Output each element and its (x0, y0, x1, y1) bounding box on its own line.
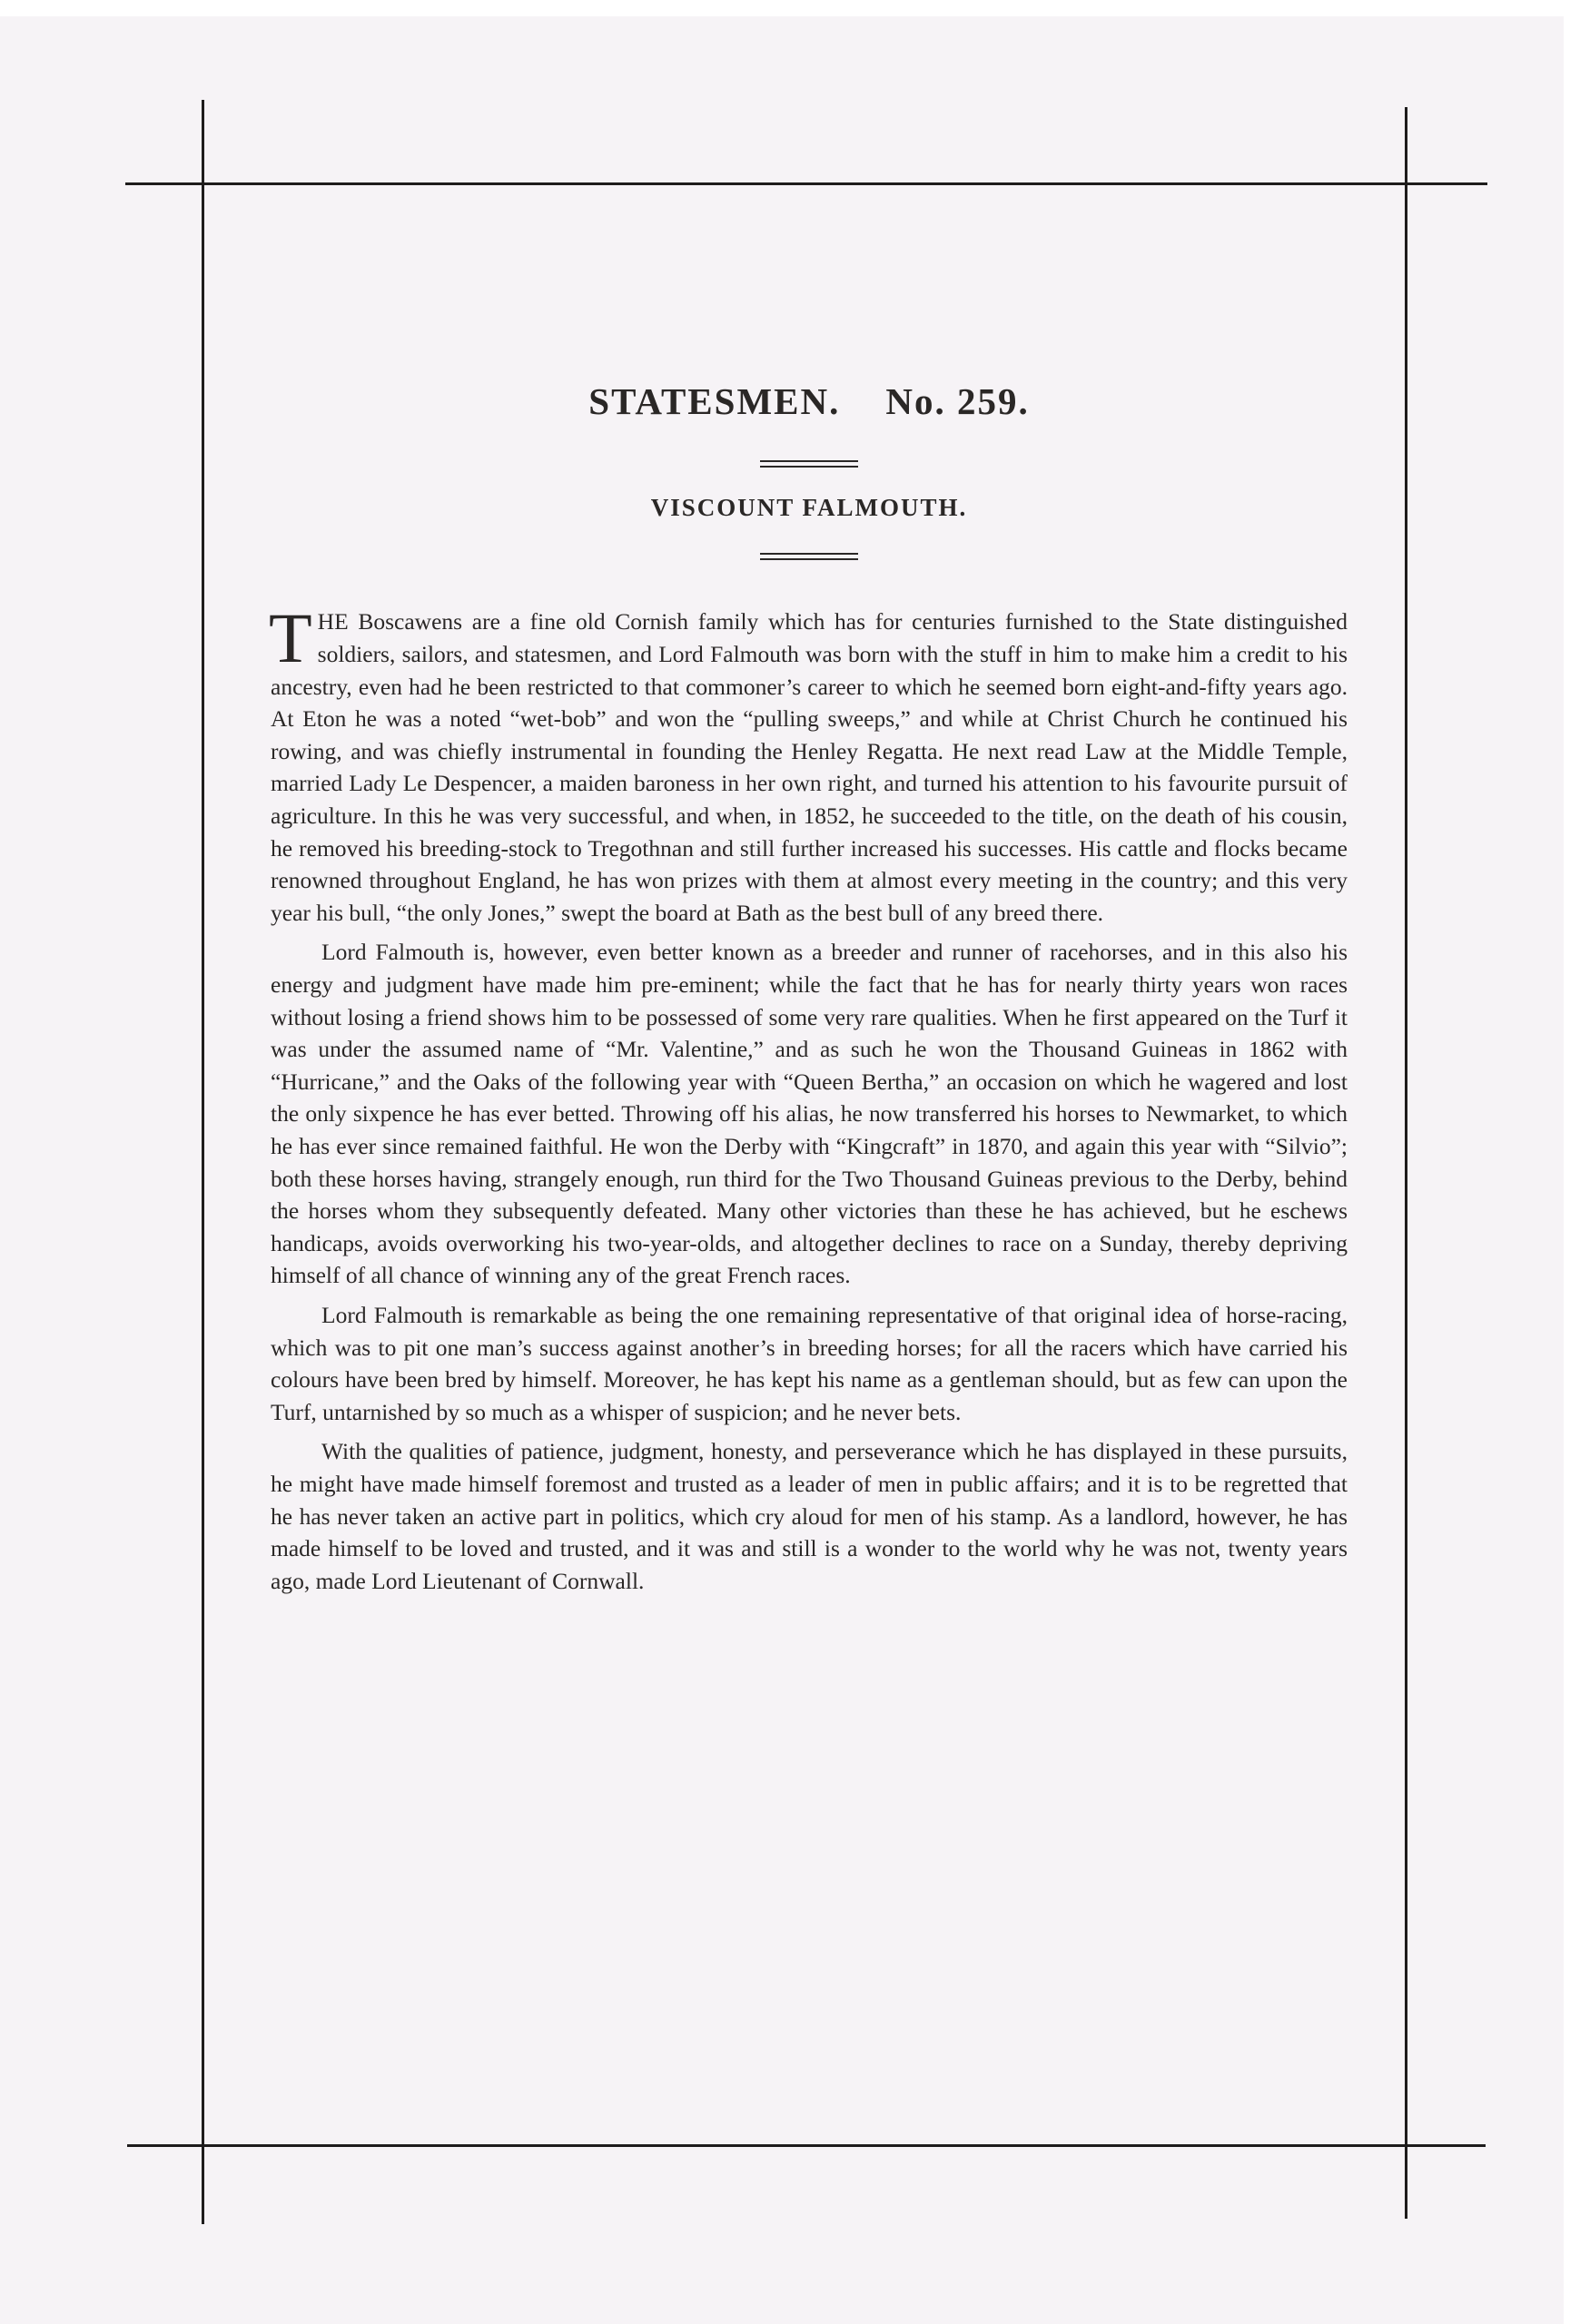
paragraph-4: With the qualities of patience, judgment, honesty, and perseverance which he has displayed in these pursuits, he might have made himself foremost and trusted as a leader of men in public affairs; and it is to be regretted that he has never taken an active part in politics, which cry aloud for men of his stamp. As a landlord, however, he has made himself to be loved and trusted, and it was and still is a wonder to the world why he was not, twenty years ago, made Lord Lieutenant of Cornwall. (271, 1438, 1348, 1594)
border-rule-left (202, 100, 204, 2224)
border-rule-right (1405, 107, 1407, 2219)
page-heading (271, 381, 1348, 422)
subject-title: VISCOUNT FALMOUTH. (650, 494, 968, 522)
article-content (271, 381, 1348, 1604)
border-rule-bottom (127, 2144, 1486, 2147)
drop-cap: T (269, 598, 312, 678)
double-rule-upper (760, 460, 858, 468)
paragraph-2: Lord Falmouth is, however, even better known as a breeder and runner of racehorses, and in this also his energy and judgment have made him pre-eminent; while the fact that he has for nearly thirty years won races without losing a friend shows him to be possessed of some very rare qualities. When he first appeared on the Turf it was under the assumed name of “Mr. Valentine,” and as such he won the Thousand Guineas in 1862 with “Hurricane,” and the Oaks of the following year with “Queen Bertha,” an occasion on which he wagered and lost the only sixpence he has ever betted. Throwing off his alias, he now transferred his horses to Newmarket, to which he has ever since remained faithful. He won the Derby with “Kingcraft” in 1870, and again this year with “Silvio”; both these horses having, strangely enough, run third for the Two Thousand Guineas previous to the Derby, behind the horses whom they subsequently defeated. Many other victories than these he has achieved, but he eschews handicaps, avoids overworking his two-year-olds, and altogether declines to race on a Sunday, thereby depriving himself of all chance of winning any of the great French races. (271, 939, 1348, 1289)
paragraph-1-text: HE Boscawens are a fine old Cornish family which has for centuries furnished to the State distinguished soldiers, sailors, and statesmen, and Lord Falmouth was born with the stuff in him to make him a credit to his ancestry, even had he been restricted to that commoner’s career to which he seemed born eight-and-fifty years ago. At Eton he was a noted “wet-bob” and won the “pulling sweeps,” and while at Christ Church he continued his rowing, and was chiefly instrumental in founding the Henley Regatta. He next read Law at the Middle Temple, married Lady Le Despencer, a maiden baroness in her own right, and turned his attention to his favourite pursuit of agriculture. In this he was very successful, and when, in 1852, he succeeded to the title, on the death of his cousin, he removed his breeding-stock to Tregothnan and still further increased his successes. His cattle and flocks became renowned throughout England, he has won prizes with them at almost every meeting in the country; and this very year his bull, “the only Jones,” swept the board at Bath as the best bull of any breed there. (271, 608, 1348, 926)
border-rule-top (125, 182, 1487, 185)
article-body (269, 598, 1348, 1597)
paragraph-1 (269, 598, 1348, 929)
paragraph-3: Lord Falmouth is remarkable as being the one remaining representative of that original idea of horse-racing, which was to pit one man’s success against another’s in breeding horses; for all the racers which have carried his colours have been bred by himself. Moreover, he has kept his name as a gentleman should, but as few can upon the Turf, untarnished by so much as a whisper of suspicion; and he never bets. (271, 1301, 1348, 1425)
series-number: No. 259. (885, 380, 1030, 422)
double-rule-lower (760, 553, 858, 560)
series-title: STATESMEN. (588, 380, 841, 422)
